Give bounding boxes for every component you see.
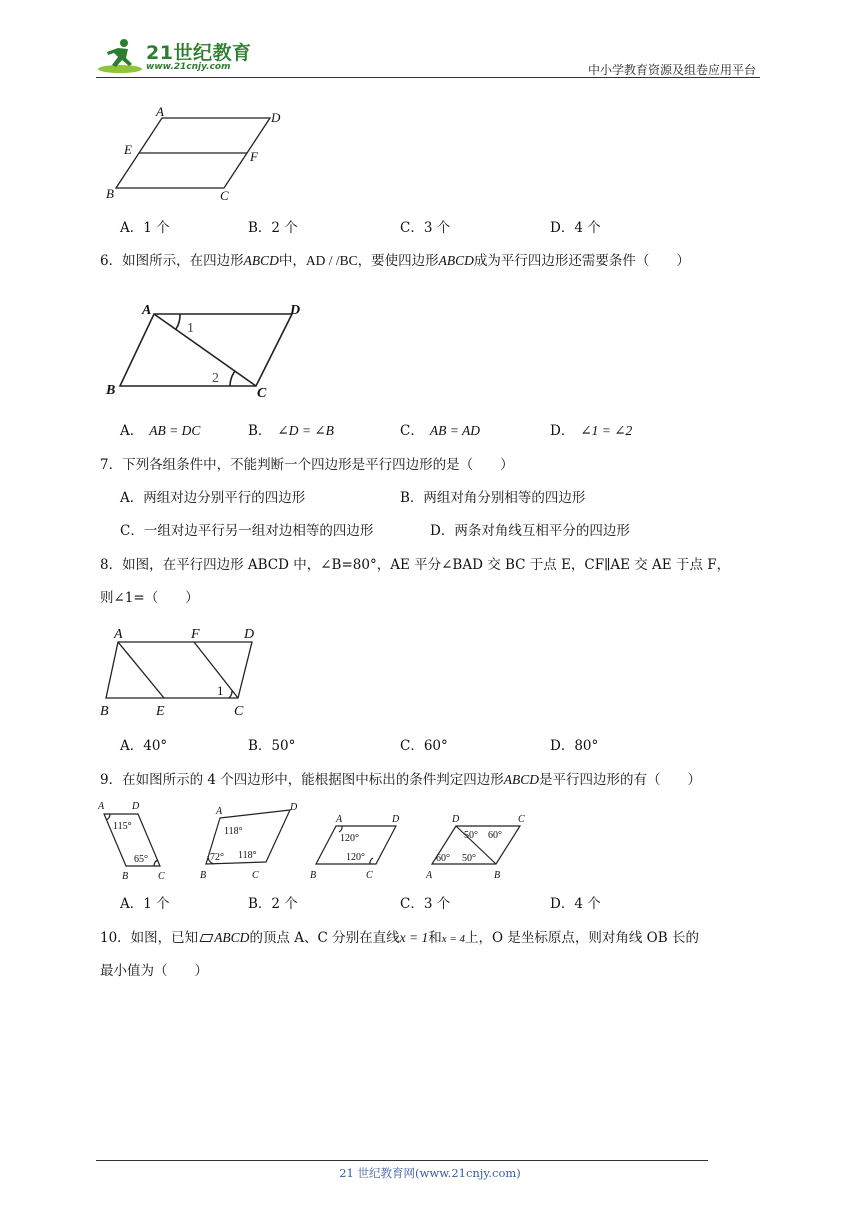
q9-f3-angle-120a: 120° bbox=[340, 833, 359, 844]
q6-option-d[interactable]: D． ∠1 = ∠2 bbox=[550, 423, 633, 439]
q8-stem-line2: 则∠1=（ ） bbox=[100, 590, 199, 606]
q8-label-a: A bbox=[114, 627, 123, 642]
footer-divider bbox=[96, 1160, 708, 1161]
q9-f3-angle-120b: 120° bbox=[346, 852, 365, 863]
q9-f2-angle-118a: 118° bbox=[224, 826, 243, 837]
q6-angle-2: 2 bbox=[212, 371, 219, 386]
q8-label-d: D bbox=[244, 627, 255, 642]
q5-label-d: D bbox=[271, 110, 281, 125]
q8-option-a[interactable]: A．40° bbox=[120, 738, 168, 754]
q9-option-c[interactable]: C．3 个 bbox=[400, 896, 451, 912]
q9-figure-3 bbox=[306, 806, 412, 884]
q8-label-f: F bbox=[191, 627, 200, 642]
q9-f4-angle-50b: 50° bbox=[462, 853, 476, 864]
q9-f4-label-b: B bbox=[494, 870, 501, 881]
q8-stem-line1: 8．如图，在平行四边形 ABCD 中，∠B=80°，AE 平分∠BAD 交 BC 于点 E，CF∥AE 交 AE 于点 F， bbox=[100, 557, 731, 573]
q5-label-e: E bbox=[124, 142, 132, 157]
parallelogram-symbol-icon bbox=[200, 934, 214, 942]
q9-f1-label-c: C bbox=[158, 871, 165, 882]
q9-f4-label-c: C bbox=[518, 814, 525, 825]
q9-f3-label-a: A bbox=[336, 814, 343, 825]
q10-stem-line2: 最小值为（ ） bbox=[100, 963, 208, 979]
q5-label-c: C bbox=[220, 188, 229, 203]
q6-label-a: A bbox=[142, 303, 152, 318]
q9-f2-angle-72: 72° bbox=[210, 852, 224, 863]
q9-f4-angle-60a: 60° bbox=[488, 830, 502, 841]
q9-option-b[interactable]: B．2 个 bbox=[248, 896, 298, 912]
q6-label-c: C bbox=[257, 386, 267, 401]
q9-f4-angle-60b: 60° bbox=[436, 853, 450, 864]
q6-option-b[interactable]: B． ∠D = ∠B bbox=[248, 423, 334, 439]
q9-stem: 9．在如图所示的 4 个四边形中，能根据图中标出的条件判定四边形ABCD是平行四边形的有（ ） bbox=[100, 772, 702, 788]
platform-title: 中小学教育资源及组卷应用平台 bbox=[587, 63, 756, 77]
q9-f4-angle-50a: 50° bbox=[464, 830, 478, 841]
q8-label-e: E bbox=[156, 704, 165, 719]
q8-option-d[interactable]: D．80° bbox=[550, 738, 599, 754]
q5-option-a[interactable]: A．1 个 bbox=[120, 220, 170, 236]
q5-option-d[interactable]: D．4 个 bbox=[550, 220, 601, 236]
logo-text: 21世纪教育 bbox=[146, 42, 252, 64]
q9-f4-label-a: A bbox=[426, 870, 433, 881]
q9-option-d[interactable]: D．4 个 bbox=[550, 896, 601, 912]
q9-f1-label-d: D bbox=[132, 801, 140, 812]
q8-label-b: B bbox=[100, 704, 109, 719]
q9-f3-label-c: C bbox=[366, 870, 373, 881]
q9-f1-label-b: B bbox=[122, 871, 129, 882]
q5-option-b[interactable]: B．2 个 bbox=[248, 220, 298, 236]
q6-label-d: D bbox=[290, 303, 301, 318]
q9-f1-label-a: A bbox=[98, 801, 105, 812]
q6-stem: 6．如图所示，在四边形ABCD中，AD / /BC，要使四边形ABCD成为平行四边形还需要条件（ ） bbox=[100, 253, 690, 269]
q6-figure bbox=[104, 296, 314, 404]
q9-f1-angle-115: 115° bbox=[113, 821, 132, 832]
q9-f3-label-d: D bbox=[392, 814, 400, 825]
q9-f1-angle-65: 65° bbox=[134, 854, 148, 865]
q9-f2-label-b: B bbox=[200, 870, 207, 881]
q9-figure-4 bbox=[420, 806, 532, 884]
q9-figure-1 bbox=[96, 798, 176, 884]
q7-option-a[interactable]: A．两组对边分别平行的四边形 bbox=[120, 490, 306, 506]
q8-angle-1: 1 bbox=[217, 683, 224, 698]
q9-f3-label-b: B bbox=[310, 870, 317, 881]
q8-figure bbox=[98, 622, 268, 722]
q9-f2-label-d: D bbox=[290, 802, 298, 813]
q6-option-a[interactable]: A． AB = DC bbox=[120, 423, 201, 439]
header-divider bbox=[96, 77, 760, 78]
runner-logo-icon bbox=[96, 36, 146, 76]
q5-option-c[interactable]: C．3 个 bbox=[400, 220, 451, 236]
q8-option-b[interactable]: B．50° bbox=[248, 738, 296, 754]
q5-label-f: F bbox=[250, 149, 258, 164]
q9-f2-label-c: C bbox=[252, 870, 259, 881]
q8-label-c: C bbox=[234, 704, 244, 719]
q7-option-b[interactable]: B．两组对角分别相等的四边形 bbox=[400, 490, 586, 506]
q7-option-d[interactable]: D．两条对角线互相平分的四边形 bbox=[430, 523, 630, 539]
q7-stem: 7．下列各组条件中，不能判断一个四边形是平行四边形的是（ ） bbox=[100, 457, 514, 473]
q9-f4-label-d: D bbox=[452, 814, 460, 825]
q8-option-c[interactable]: C．60° bbox=[400, 738, 448, 754]
q9-figure-2 bbox=[194, 798, 310, 884]
logo-url: www.21cnjy.com bbox=[146, 62, 231, 72]
q9-option-a[interactable]: A．1 个 bbox=[120, 896, 170, 912]
q10-stem-line1: 10．如图，已知 ABCD的顶点 A、C 分别在直线x = 1和x = 4上，O 是坐标原点，则对角线 OB 长的 bbox=[100, 930, 699, 946]
q9-f2-angle-118b: 118° bbox=[238, 850, 257, 861]
q6-option-c[interactable]: C． AB = AD bbox=[400, 423, 480, 439]
q7-option-c[interactable]: C．一组对边平行另一组对边相等的四边形 bbox=[120, 523, 374, 539]
q5-figure bbox=[104, 104, 294, 204]
q9-f2-label-a: A bbox=[216, 806, 223, 817]
q6-angle-1: 1 bbox=[187, 321, 194, 336]
footer-text[interactable]: 21 世纪教育网(www.21cnjy.com) bbox=[339, 1166, 521, 1180]
q5-label-b: B bbox=[106, 186, 114, 201]
q5-label-a: A bbox=[156, 104, 164, 119]
q6-label-b: B bbox=[106, 383, 116, 398]
